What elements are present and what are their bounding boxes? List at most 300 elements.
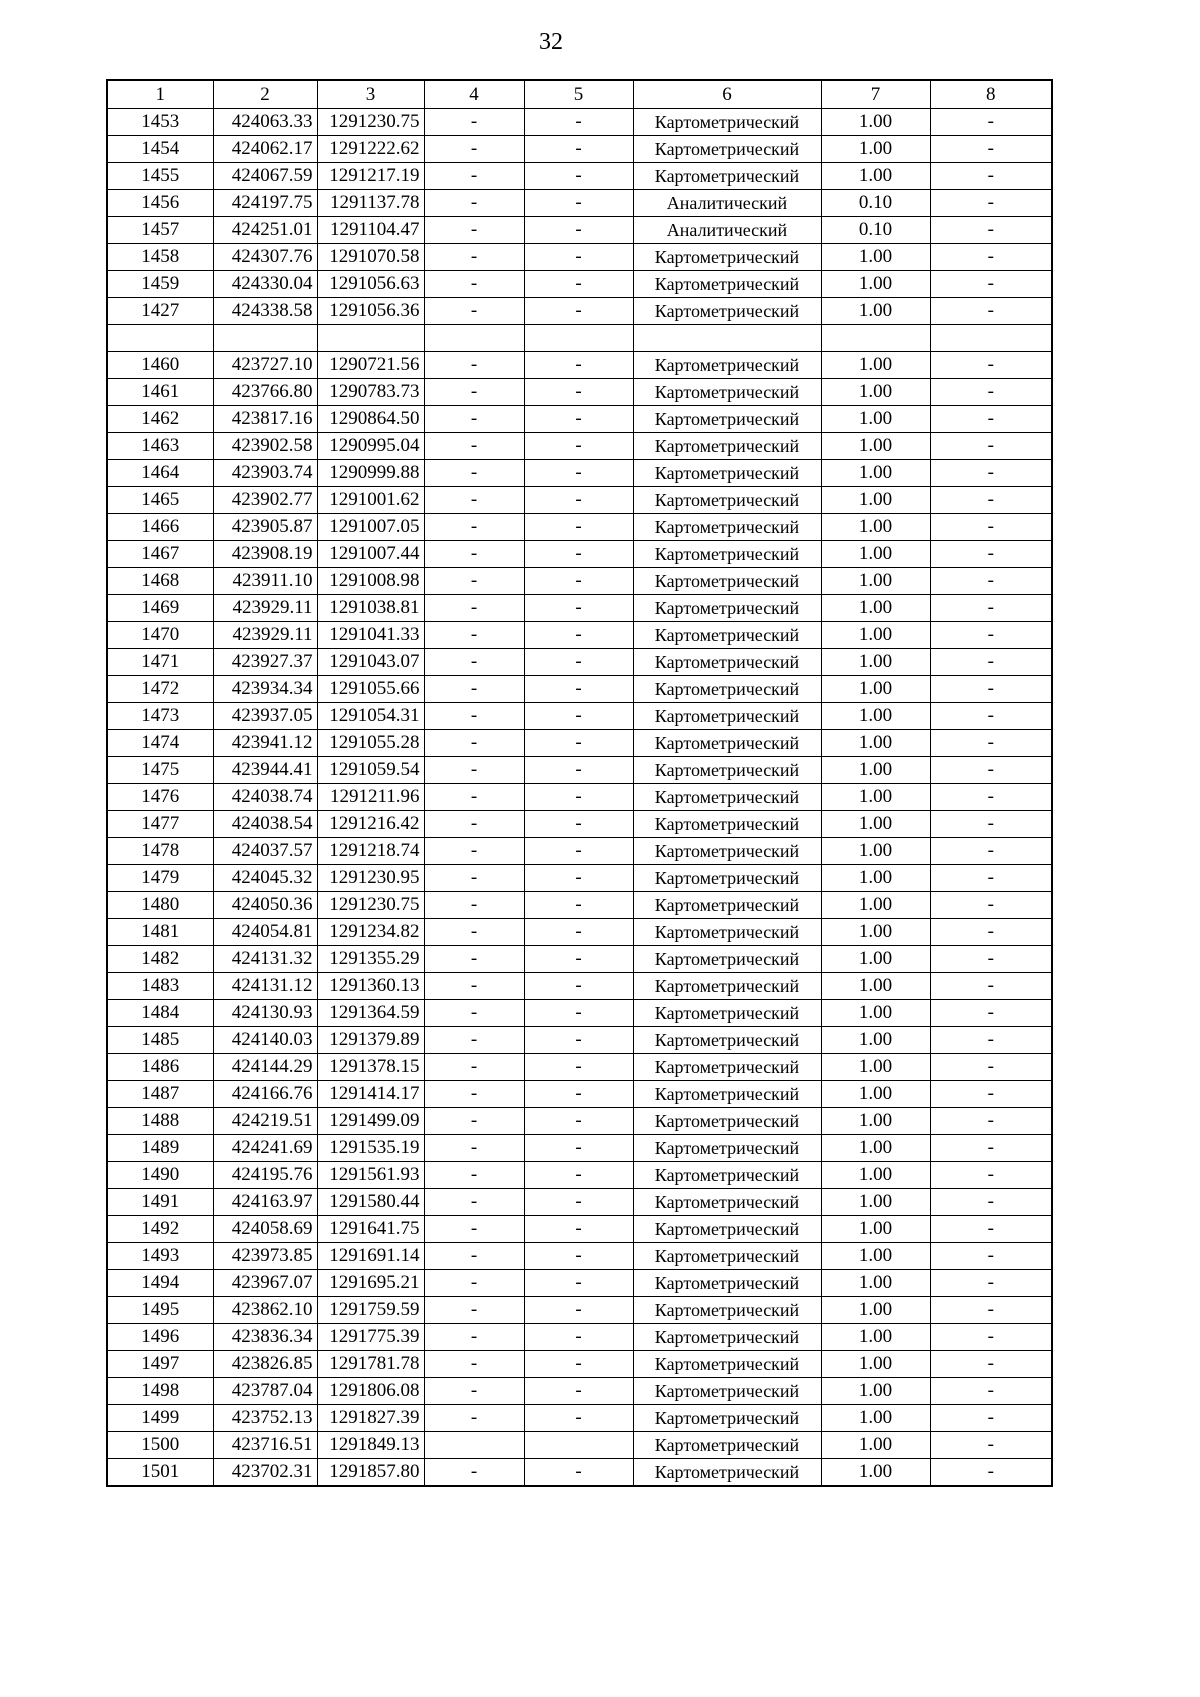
table-row [107, 244, 1052, 271]
x-coordinate-cell: 424054.81 [213, 919, 317, 946]
point-number-cell: 1455 [107, 163, 213, 190]
column-8-cell: - [930, 811, 1052, 838]
table-row [107, 298, 1052, 325]
table-row [107, 1432, 1052, 1459]
column-8-cell: - [930, 676, 1052, 703]
method-cell: Картометрический [633, 1243, 821, 1270]
point-number-cell: 1466 [107, 514, 213, 541]
column-4-cell: - [424, 838, 524, 865]
column-5-cell: - [524, 1378, 633, 1405]
y-coordinate-cell: 1291561.93 [317, 1162, 424, 1189]
column-5-cell: - [524, 1243, 633, 1270]
table-row [107, 217, 1052, 244]
accuracy-cell: 1.00 [821, 811, 930, 838]
column-header: 6 [633, 80, 821, 109]
column-8-cell: - [930, 973, 1052, 1000]
accuracy-cell: 1.00 [821, 1216, 930, 1243]
table-row [107, 514, 1052, 541]
column-5-cell: - [524, 217, 633, 244]
column-5-cell: - [524, 541, 633, 568]
y-coordinate-cell: 1291691.14 [317, 1243, 424, 1270]
table-row [107, 1270, 1052, 1297]
column-header: 8 [930, 80, 1052, 109]
point-number-cell: 1465 [107, 487, 213, 514]
column-5-cell: - [524, 1108, 633, 1135]
method-cell: Картометрический [633, 919, 821, 946]
x-coordinate-cell: 423905.87 [213, 514, 317, 541]
x-coordinate-cell: 424140.03 [213, 1027, 317, 1054]
point-number-cell: 1457 [107, 217, 213, 244]
table-row [107, 1027, 1052, 1054]
table-row [107, 1081, 1052, 1108]
column-5-cell [524, 1432, 633, 1459]
table-row [107, 1216, 1052, 1243]
table-row [107, 1108, 1052, 1135]
accuracy-cell: 1.00 [821, 244, 930, 271]
table-row [107, 109, 1052, 136]
table-row [107, 946, 1052, 973]
accuracy-cell [821, 325, 930, 352]
column-5-cell: - [524, 1162, 633, 1189]
point-number-cell: 1497 [107, 1351, 213, 1378]
accuracy-cell: 1.00 [821, 1000, 930, 1027]
column-4-cell: - [424, 1378, 524, 1405]
column-5-cell: - [524, 1135, 633, 1162]
column-4-cell: - [424, 1000, 524, 1027]
point-number-cell: 1489 [107, 1135, 213, 1162]
x-coordinate-cell: 424130.93 [213, 1000, 317, 1027]
column-4-cell: - [424, 811, 524, 838]
table-row [107, 460, 1052, 487]
x-coordinate-cell: 424067.59 [213, 163, 317, 190]
column-8-cell: - [930, 1108, 1052, 1135]
accuracy-cell: 1.00 [821, 1243, 930, 1270]
column-5-cell: - [524, 919, 633, 946]
column-8-cell: - [930, 1216, 1052, 1243]
x-coordinate-cell: 423937.05 [213, 703, 317, 730]
coordinates-table [106, 79, 1053, 1487]
point-number-cell: 1459 [107, 271, 213, 298]
column-5-cell: - [524, 1216, 633, 1243]
table-row [107, 136, 1052, 163]
point-number-cell: 1484 [107, 1000, 213, 1027]
method-cell: Картометрический [633, 946, 821, 973]
column-8-cell: - [930, 1297, 1052, 1324]
accuracy-cell: 1.00 [821, 460, 930, 487]
method-cell: Картометрический [633, 136, 821, 163]
column-5-cell: - [524, 379, 633, 406]
point-number-cell: 1473 [107, 703, 213, 730]
accuracy-cell: 1.00 [821, 1054, 930, 1081]
table-row [107, 1351, 1052, 1378]
column-4-cell: - [424, 433, 524, 460]
column-4-cell: - [424, 487, 524, 514]
column-8-cell: - [930, 946, 1052, 973]
column-8-cell: - [930, 1405, 1052, 1432]
method-cell: Картометрический [633, 1135, 821, 1162]
y-coordinate-cell: 1291218.74 [317, 838, 424, 865]
x-coordinate-cell: 423927.37 [213, 649, 317, 676]
column-8-cell: - [930, 1189, 1052, 1216]
accuracy-cell: 1.00 [821, 487, 930, 514]
method-cell: Картометрический [633, 892, 821, 919]
accuracy-cell: 1.00 [821, 1459, 930, 1487]
accuracy-cell: 1.00 [821, 1162, 930, 1189]
y-coordinate-cell: 1291001.62 [317, 487, 424, 514]
column-8-cell: - [930, 784, 1052, 811]
table-row [107, 622, 1052, 649]
column-8-cell: - [930, 1351, 1052, 1378]
point-number-cell [107, 325, 213, 352]
table-row [107, 190, 1052, 217]
table-row [107, 838, 1052, 865]
table-row [107, 811, 1052, 838]
point-number-cell: 1472 [107, 676, 213, 703]
x-coordinate-cell: 424330.04 [213, 271, 317, 298]
y-coordinate-cell: 1291041.33 [317, 622, 424, 649]
accuracy-cell: 1.00 [821, 433, 930, 460]
column-4-cell: - [424, 217, 524, 244]
column-5-cell: - [524, 1324, 633, 1351]
y-coordinate-cell: 1291059.54 [317, 757, 424, 784]
accuracy-cell: 1.00 [821, 1351, 930, 1378]
column-4-cell: - [424, 406, 524, 433]
column-8-cell: - [930, 541, 1052, 568]
y-coordinate-cell: 1291230.95 [317, 865, 424, 892]
column-4-cell: - [424, 946, 524, 973]
column-4-cell [424, 1432, 524, 1459]
column-4-cell: - [424, 1405, 524, 1432]
table-row [107, 865, 1052, 892]
y-coordinate-cell: 1291360.13 [317, 973, 424, 1000]
accuracy-cell: 1.00 [821, 946, 930, 973]
point-number-cell: 1478 [107, 838, 213, 865]
point-number-cell: 1493 [107, 1243, 213, 1270]
column-8-cell: - [930, 271, 1052, 298]
x-coordinate-cell: 423903.74 [213, 460, 317, 487]
column-4-cell: - [424, 271, 524, 298]
accuracy-cell: 1.00 [821, 1135, 930, 1162]
column-4-cell: - [424, 1324, 524, 1351]
y-coordinate-cell: 1290864.50 [317, 406, 424, 433]
table-row [107, 1459, 1052, 1487]
method-cell: Картометрический [633, 1000, 821, 1027]
method-cell: Картометрический [633, 271, 821, 298]
x-coordinate-cell: 424038.74 [213, 784, 317, 811]
table-row [107, 487, 1052, 514]
column-4-cell: - [424, 109, 524, 136]
accuracy-cell: 1.00 [821, 622, 930, 649]
column-5-cell: - [524, 595, 633, 622]
y-coordinate-cell: 1291759.59 [317, 1297, 424, 1324]
point-number-cell: 1480 [107, 892, 213, 919]
method-cell: Аналитический [633, 217, 821, 244]
point-number-cell: 1492 [107, 1216, 213, 1243]
column-4-cell: - [424, 1216, 524, 1243]
method-cell: Картометрический [633, 1459, 821, 1487]
method-cell: Картометрический [633, 514, 821, 541]
column-4-cell: - [424, 163, 524, 190]
column-4-cell: - [424, 919, 524, 946]
column-5-cell: - [524, 865, 633, 892]
table-row [107, 703, 1052, 730]
accuracy-cell: 1.00 [821, 379, 930, 406]
column-8-cell: - [930, 109, 1052, 136]
column-4-cell: - [424, 595, 524, 622]
column-8-cell: - [930, 460, 1052, 487]
accuracy-cell: 1.00 [821, 541, 930, 568]
point-number-cell: 1476 [107, 784, 213, 811]
y-coordinate-cell: 1291580.44 [317, 1189, 424, 1216]
method-cell: Картометрический [633, 406, 821, 433]
x-coordinate-cell: 424241.69 [213, 1135, 317, 1162]
column-8-cell: - [930, 595, 1052, 622]
x-coordinate-cell: 424045.32 [213, 865, 317, 892]
y-coordinate-cell: 1291043.07 [317, 649, 424, 676]
x-coordinate-cell: 424058.69 [213, 1216, 317, 1243]
column-5-cell: - [524, 271, 633, 298]
column-8-cell: - [930, 892, 1052, 919]
column-5-cell: - [524, 1405, 633, 1432]
column-4-cell: - [424, 244, 524, 271]
column-5-cell: - [524, 487, 633, 514]
column-header: 4 [424, 80, 524, 109]
column-8-cell: - [930, 217, 1052, 244]
column-header: 1 [107, 80, 213, 109]
y-coordinate-cell: 1291641.75 [317, 1216, 424, 1243]
y-coordinate-cell: 1291137.78 [317, 190, 424, 217]
point-number-cell: 1462 [107, 406, 213, 433]
x-coordinate-cell: 423817.16 [213, 406, 317, 433]
column-5-cell: - [524, 433, 633, 460]
point-number-cell: 1453 [107, 109, 213, 136]
accuracy-cell: 1.00 [821, 136, 930, 163]
accuracy-cell: 1.00 [821, 1405, 930, 1432]
column-4-cell: - [424, 1297, 524, 1324]
column-5-cell: - [524, 1459, 633, 1487]
point-number-cell: 1482 [107, 946, 213, 973]
method-cell: Картометрический [633, 163, 821, 190]
column-5-cell: - [524, 703, 633, 730]
y-coordinate-cell: 1291104.47 [317, 217, 424, 244]
column-5-cell: - [524, 730, 633, 757]
point-number-cell: 1485 [107, 1027, 213, 1054]
point-number-cell: 1500 [107, 1432, 213, 1459]
x-coordinate-cell: 424251.01 [213, 217, 317, 244]
column-4-cell: - [424, 136, 524, 163]
y-coordinate-cell: 1291827.39 [317, 1405, 424, 1432]
y-coordinate-cell: 1291414.17 [317, 1081, 424, 1108]
header-row [107, 80, 1052, 109]
point-number-cell: 1490 [107, 1162, 213, 1189]
column-5-cell: - [524, 352, 633, 379]
x-coordinate-cell: 423973.85 [213, 1243, 317, 1270]
column-8-cell: - [930, 1027, 1052, 1054]
column-5-cell: - [524, 946, 633, 973]
column-4-cell: - [424, 1162, 524, 1189]
point-number-cell: 1470 [107, 622, 213, 649]
method-cell: Картометрический [633, 1081, 821, 1108]
method-cell: Картометрический [633, 1054, 821, 1081]
y-coordinate-cell: 1291008.98 [317, 568, 424, 595]
x-coordinate-cell: 424131.12 [213, 973, 317, 1000]
y-coordinate-cell: 1291775.39 [317, 1324, 424, 1351]
method-cell: Картометрический [633, 1378, 821, 1405]
column-4-cell: - [424, 892, 524, 919]
method-cell: Картометрический [633, 1405, 821, 1432]
y-coordinate-cell: 1290783.73 [317, 379, 424, 406]
method-cell: Картометрический [633, 568, 821, 595]
column-4-cell: - [424, 460, 524, 487]
method-cell: Картометрический [633, 865, 821, 892]
column-8-cell: - [930, 703, 1052, 730]
column-8-cell: - [930, 838, 1052, 865]
accuracy-cell: 1.00 [821, 1297, 930, 1324]
accuracy-cell: 1.00 [821, 163, 930, 190]
point-number-cell: 1494 [107, 1270, 213, 1297]
table-row [107, 1000, 1052, 1027]
y-coordinate-cell: 1291234.82 [317, 919, 424, 946]
point-number-cell: 1456 [107, 190, 213, 217]
accuracy-cell: 0.10 [821, 217, 930, 244]
method-cell: Картометрический [633, 541, 821, 568]
column-5-cell [524, 325, 633, 352]
column-header: 2 [213, 80, 317, 109]
column-5-cell: - [524, 568, 633, 595]
method-cell: Картометрический [633, 838, 821, 865]
x-coordinate-cell: 424219.51 [213, 1108, 317, 1135]
point-number-cell: 1501 [107, 1459, 213, 1487]
x-coordinate-cell: 423967.07 [213, 1270, 317, 1297]
column-8-cell: - [930, 1270, 1052, 1297]
point-number-cell: 1483 [107, 973, 213, 1000]
method-cell: Картометрический [633, 1027, 821, 1054]
y-coordinate-cell: 1291056.36 [317, 298, 424, 325]
accuracy-cell: 1.00 [821, 271, 930, 298]
column-header: 7 [821, 80, 930, 109]
column-5-cell: - [524, 973, 633, 1000]
column-4-cell: - [424, 1108, 524, 1135]
column-5-cell: - [524, 190, 633, 217]
method-cell: Картометрический [633, 676, 821, 703]
method-cell: Картометрический [633, 352, 821, 379]
x-coordinate-cell: 423929.11 [213, 622, 317, 649]
column-4-cell: - [424, 622, 524, 649]
column-4-cell: - [424, 703, 524, 730]
column-5-cell: - [524, 1027, 633, 1054]
accuracy-cell: 1.00 [821, 1189, 930, 1216]
accuracy-cell: 1.00 [821, 298, 930, 325]
x-coordinate-cell: 423716.51 [213, 1432, 317, 1459]
column-8-cell: - [930, 136, 1052, 163]
y-coordinate-cell: 1291222.62 [317, 136, 424, 163]
method-cell: Картометрический [633, 244, 821, 271]
column-8-cell: - [930, 1324, 1052, 1351]
table-row [107, 406, 1052, 433]
column-5-cell: - [524, 676, 633, 703]
column-8-cell: - [930, 865, 1052, 892]
point-number-cell: 1464 [107, 460, 213, 487]
accuracy-cell: 1.00 [821, 109, 930, 136]
column-header: 3 [317, 80, 424, 109]
accuracy-cell: 1.00 [821, 406, 930, 433]
y-coordinate-cell [317, 325, 424, 352]
accuracy-cell: 1.00 [821, 703, 930, 730]
table-row [107, 1378, 1052, 1405]
method-cell: Картометрический [633, 811, 821, 838]
method-cell: Картометрический [633, 487, 821, 514]
table-row [107, 595, 1052, 622]
table-row [107, 1135, 1052, 1162]
column-8-cell: - [930, 514, 1052, 541]
point-number-cell: 1427 [107, 298, 213, 325]
accuracy-cell: 1.00 [821, 568, 930, 595]
x-coordinate-cell: 423862.10 [213, 1297, 317, 1324]
method-cell [633, 325, 821, 352]
x-coordinate-cell: 424037.57 [213, 838, 317, 865]
y-coordinate-cell: 1291070.58 [317, 244, 424, 271]
method-cell: Картометрический [633, 1216, 821, 1243]
table-row [107, 892, 1052, 919]
accuracy-cell: 1.00 [821, 730, 930, 757]
point-number-cell: 1471 [107, 649, 213, 676]
point-number-cell: 1499 [107, 1405, 213, 1432]
column-8-cell: - [930, 298, 1052, 325]
y-coordinate-cell: 1291379.89 [317, 1027, 424, 1054]
column-5-cell: - [524, 784, 633, 811]
accuracy-cell: 1.00 [821, 514, 930, 541]
table-row [107, 1189, 1052, 1216]
table-row [107, 163, 1052, 190]
column-4-cell: - [424, 865, 524, 892]
accuracy-cell: 1.00 [821, 1081, 930, 1108]
x-coordinate-cell: 424163.97 [213, 1189, 317, 1216]
x-coordinate-cell: 424307.76 [213, 244, 317, 271]
y-coordinate-cell: 1291499.09 [317, 1108, 424, 1135]
y-coordinate-cell: 1290721.56 [317, 352, 424, 379]
column-5-cell: - [524, 244, 633, 271]
x-coordinate-cell: 423836.34 [213, 1324, 317, 1351]
column-4-cell: - [424, 784, 524, 811]
column-4-cell: - [424, 541, 524, 568]
accuracy-cell: 1.00 [821, 838, 930, 865]
point-number-cell: 1487 [107, 1081, 213, 1108]
column-8-cell: - [930, 730, 1052, 757]
column-8-cell: - [930, 1135, 1052, 1162]
column-4-cell: - [424, 757, 524, 784]
y-coordinate-cell: 1291216.42 [317, 811, 424, 838]
column-8-cell: - [930, 1081, 1052, 1108]
column-8-cell: - [930, 352, 1052, 379]
accuracy-cell: 1.00 [821, 1324, 930, 1351]
y-coordinate-cell: 1291230.75 [317, 109, 424, 136]
method-cell: Картометрический [633, 703, 821, 730]
page-number: 32 [539, 29, 563, 55]
accuracy-cell: 1.00 [821, 1108, 930, 1135]
column-8-cell: - [930, 1459, 1052, 1487]
method-cell: Картометрический [633, 1351, 821, 1378]
accuracy-cell: 1.00 [821, 649, 930, 676]
column-4-cell: - [424, 1054, 524, 1081]
accuracy-cell: 1.00 [821, 892, 930, 919]
column-8-cell: - [930, 622, 1052, 649]
column-5-cell: - [524, 1000, 633, 1027]
x-coordinate-cell: 423934.34 [213, 676, 317, 703]
method-cell: Картометрический [633, 1108, 821, 1135]
x-coordinate-cell: 424338.58 [213, 298, 317, 325]
x-coordinate-cell: 423826.85 [213, 1351, 317, 1378]
table-row [107, 271, 1052, 298]
